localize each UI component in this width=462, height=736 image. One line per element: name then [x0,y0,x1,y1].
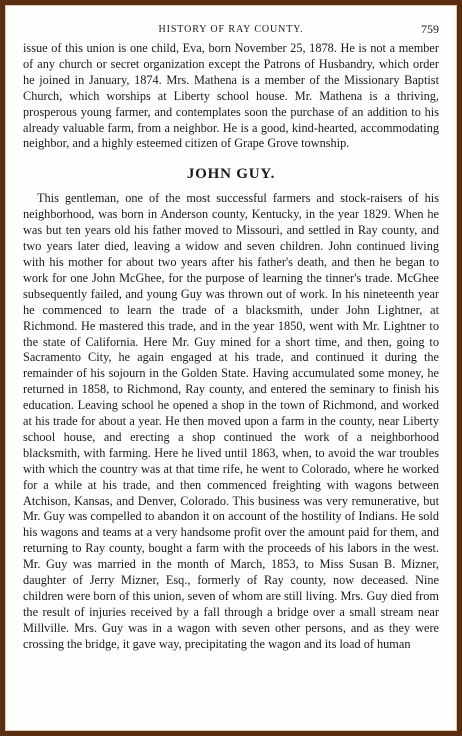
book-page [9,9,453,727]
page-number: 759 [421,22,439,36]
section-heading: JOHN GUY. [186,166,276,183]
paragraph-mathena-continued: issue of this union is one child, Eva, born November 25, 1878. He is not a member of any church or secret organization except the Patrons of Husbandry, which order he joined in January, 1874. Mrs. Mathena is a member of the Missionary Baptist Church, which worships at Liberty school house. Mr. Mathena is a thriving, prosperous young farmer, and contemplates soon the purchase of an addition to his already valuable farm, from a neighbor. He is a good, kind-hearted, accommodating neighbor, and a highly esteemed citizen of Grape Grove township. [23,41,439,151]
paragraph-john-guy-biography: This gentleman, one of the most successful farmers and stock-raisers of his neighborhood, was born in Anderson county, Kentucky, in the year 1829. When he was but ten years old his father moved to Missouri, and settled in Ray county, and two years later died, leaving a widow and seven children. John continued living with his mother for about two years after his father's death, and then he began to work for one John McGhee, for the purpose of learning the tinner's trade. McGhee subsequently failed, and young Guy was thrown out of work. In his nineteenth year he commenced to learn the trade of a blacksmith, under John Lightner, at Richmond. He mastered this trade, and in the year 1850, went with Mr. Lightner to the state of California. Here Mr. Guy mined for a short time, and then, going to Sacramento City, he again engaged at his trade, and continued it during the remainder of his sojourn in the Golden State. Having accumulated some money, he returned in 1858, to Richmond, Ray county, and entered the seminary to finish his education. Leaving school he opened a shop in the town of Richmond, and worked at his trade for about a year. He then moved upon a farm in the county, near Liberty school house, and erecting a shop continued the work of a neighborhood blacksmith, with farming. Here he lived until 1863, when, to avoid the war troubles with which the country was at that time rife, he went to Colorado, where he worked for a while at his trade, and then commenced freighting with wagons between Atchison, Kansas, and Denver, Colorado. This business was very remunerative, but Mr. Guy was compelled to abandon it on account of the hostility of Indians. He sold his wagons and teams at a very handsome profit over the amount paid for them, and returning to Ray county, bought a farm with the proceeds of his labors in the west. Mr. Guy was married in the month of March, 1853, to Miss Susan B. Mizner, daughter of Jerry Mizner, Esq., formerly of Ray county, now deceased. Nine children were born of this union, seven of whom are still living. Mrs. Guy died from the result of injuries received by a fall through a bridge over a small stream near Millville. Mrs. Guy was in a wagon with seven other persons, and as they were crossing the bridge, it gave way, precipitating the wagon and its load of human [23,191,439,651]
page-border [5,5,457,731]
running-title: HISTORY OF RAY COUNTY. [158,24,304,35]
running-header [23,23,439,41]
